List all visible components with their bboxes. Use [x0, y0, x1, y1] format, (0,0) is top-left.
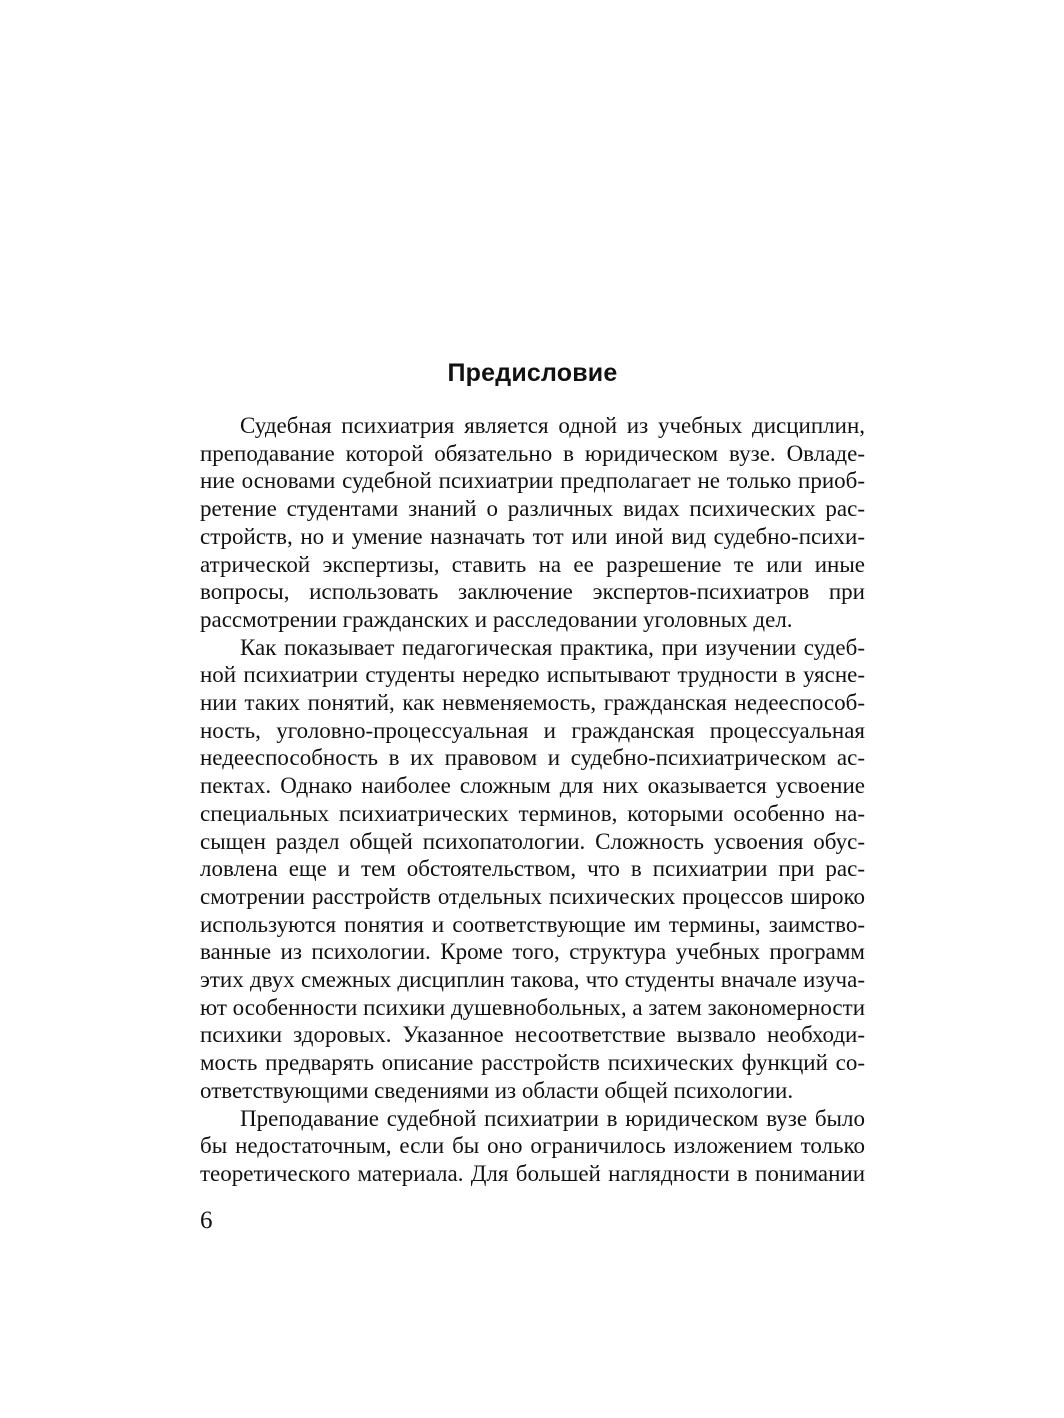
text-line: ретение студентами знаний о различных видах психических рас-: [200, 496, 865, 522]
text-line: смотрении расстройств отдельных психических процессов широко: [200, 883, 865, 909]
text-line: преподавание которой обязательно в юридическом вузе. Овладе-: [200, 440, 865, 466]
text-line: стройств, но и умение назначать тот или иной вид судебно-психи-: [200, 523, 865, 549]
paragraph-1: [200, 412, 865, 634]
body-text: [200, 412, 865, 1188]
text-line: Судебная психиатрия является одной из учебных дисциплин,: [240, 413, 865, 438]
text-line: ванные из психологии. Кроме того, структура учебных программ: [200, 939, 865, 965]
text-line: нии таких понятий, как невменяемость, гражданская недееспособ-: [200, 690, 865, 716]
text-line: Преподавание судебной психиатрии в юридическом вузе было: [240, 1105, 865, 1131]
text-line: бы недостаточным, если бы оно ограничилось изложением только: [200, 1133, 865, 1159]
page-title: Предисловие: [447, 359, 618, 387]
text-line: ют особенности психики душевнобольных, а затем закономерности: [200, 994, 865, 1020]
text-line: этих двух смежных дисциплин такова, что студенты вначале изуча-: [200, 967, 865, 993]
text-line: Как показывает педагогическая практика, при изучении судеб-: [240, 634, 865, 660]
text-line: психики здоровых. Указанное несоответствие вызвало необходи-: [200, 1022, 865, 1048]
text-line: вопросы, использовать заключение экспертов-психиатров при: [200, 579, 865, 605]
text-line: используются понятия и соответствующие им термины, заимство-: [200, 911, 865, 937]
text-line: специальных психиатрических терминов, которыми особенно на-: [200, 800, 865, 826]
text-line: ловлена еще и тем обстоятельством, что в психиатрии при рас-: [200, 856, 865, 882]
text-line: рассмотрении гражданских и расследовании уголовных дел.: [200, 606, 793, 632]
text-line: ответствующими сведениями из области общей психологии.: [200, 1077, 794, 1103]
text-line: ность, уголовно-процессуальная и гражданская процессуальная: [200, 717, 865, 743]
text-line: теоретического материала. Для большей наглядности в понимании: [200, 1160, 865, 1186]
text-line: недееспособность в их правовом и судебно-психиатрическом ас-: [200, 745, 865, 771]
text-line: атрической экспертизы, ставить на ее разрешение те или иные: [200, 551, 865, 577]
text-line: ние основами судебной психиатрии предполагает не только приоб-: [200, 468, 865, 494]
text-line: ной психиатрии студенты нередко испытывают трудности в уясне-: [200, 662, 865, 688]
text-line: пектах. Однако наиболее сложным для них оказывается усвоение: [200, 773, 865, 799]
paragraph-2: [200, 634, 865, 1105]
text-line: сыщен раздел общей психопатологии. Сложность усвоения обус-: [200, 828, 865, 854]
text-line: мость предварять описание расстройств психических функций со-: [200, 1050, 865, 1076]
paragraph-3: [200, 1105, 865, 1188]
page-number: 6: [200, 1207, 213, 1234]
